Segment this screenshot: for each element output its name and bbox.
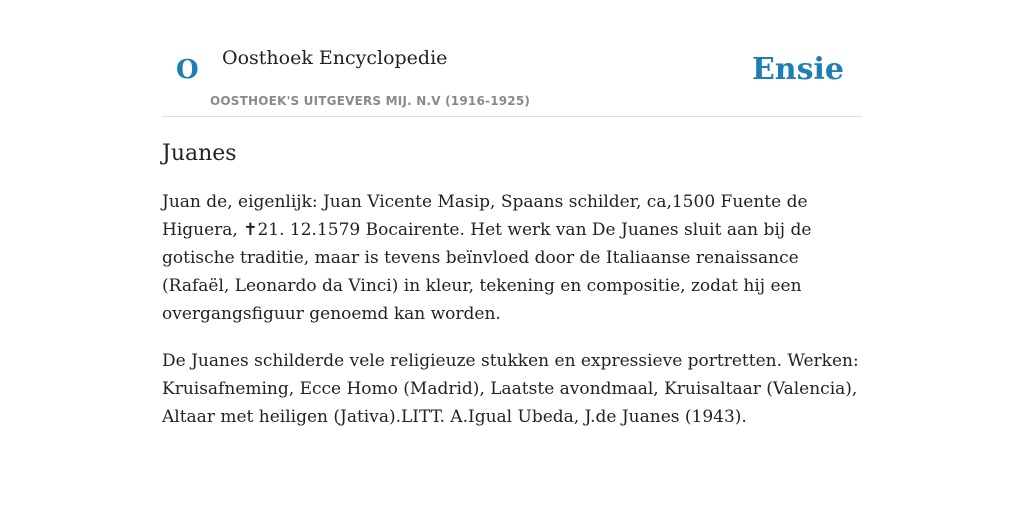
source-title[interactable]: Oosthoek Encyclopedie bbox=[222, 47, 448, 69]
article-paragraph: Juan de, eigenlijk: Juan Vicente Masip, Spaans schilder, ca,1500 Fuente de Higuera, ✝21. 12.1579 Bocairente. Het werk van De Juanes sluit aan bij de gotische traditie, maar is tevens beïnvloed door de Italiaanse renaissance (Rafaël, Leonardo da Vinci) in kleur, tekening en compositie, zodat hij een overgangsfiguur genoemd kan worden. bbox=[162, 192, 812, 324]
article bbox=[162, 138, 866, 450]
source-header bbox=[162, 0, 862, 117]
source-subtitle: OOSTHOEK'S UITGEVERS MIJ. N.V (1916-1925) bbox=[210, 94, 531, 108]
entry-title: Juanes bbox=[162, 141, 237, 166]
article-paragraph: De Juanes schilderde vele religieuze stukken en expressieve portretten. Werken: Kruisafneming, Ecce Homo (Madrid), Laatste avondmaal, Kruisaltaar (Valencia), Altaar met heiligen (Jativa).LITT. A.Igual Ubeda, J.de Juanes (1943). bbox=[162, 351, 859, 427]
source-logo[interactable]: O bbox=[176, 55, 199, 85]
ensie-home-link[interactable]: Ensie bbox=[751, 52, 844, 87]
